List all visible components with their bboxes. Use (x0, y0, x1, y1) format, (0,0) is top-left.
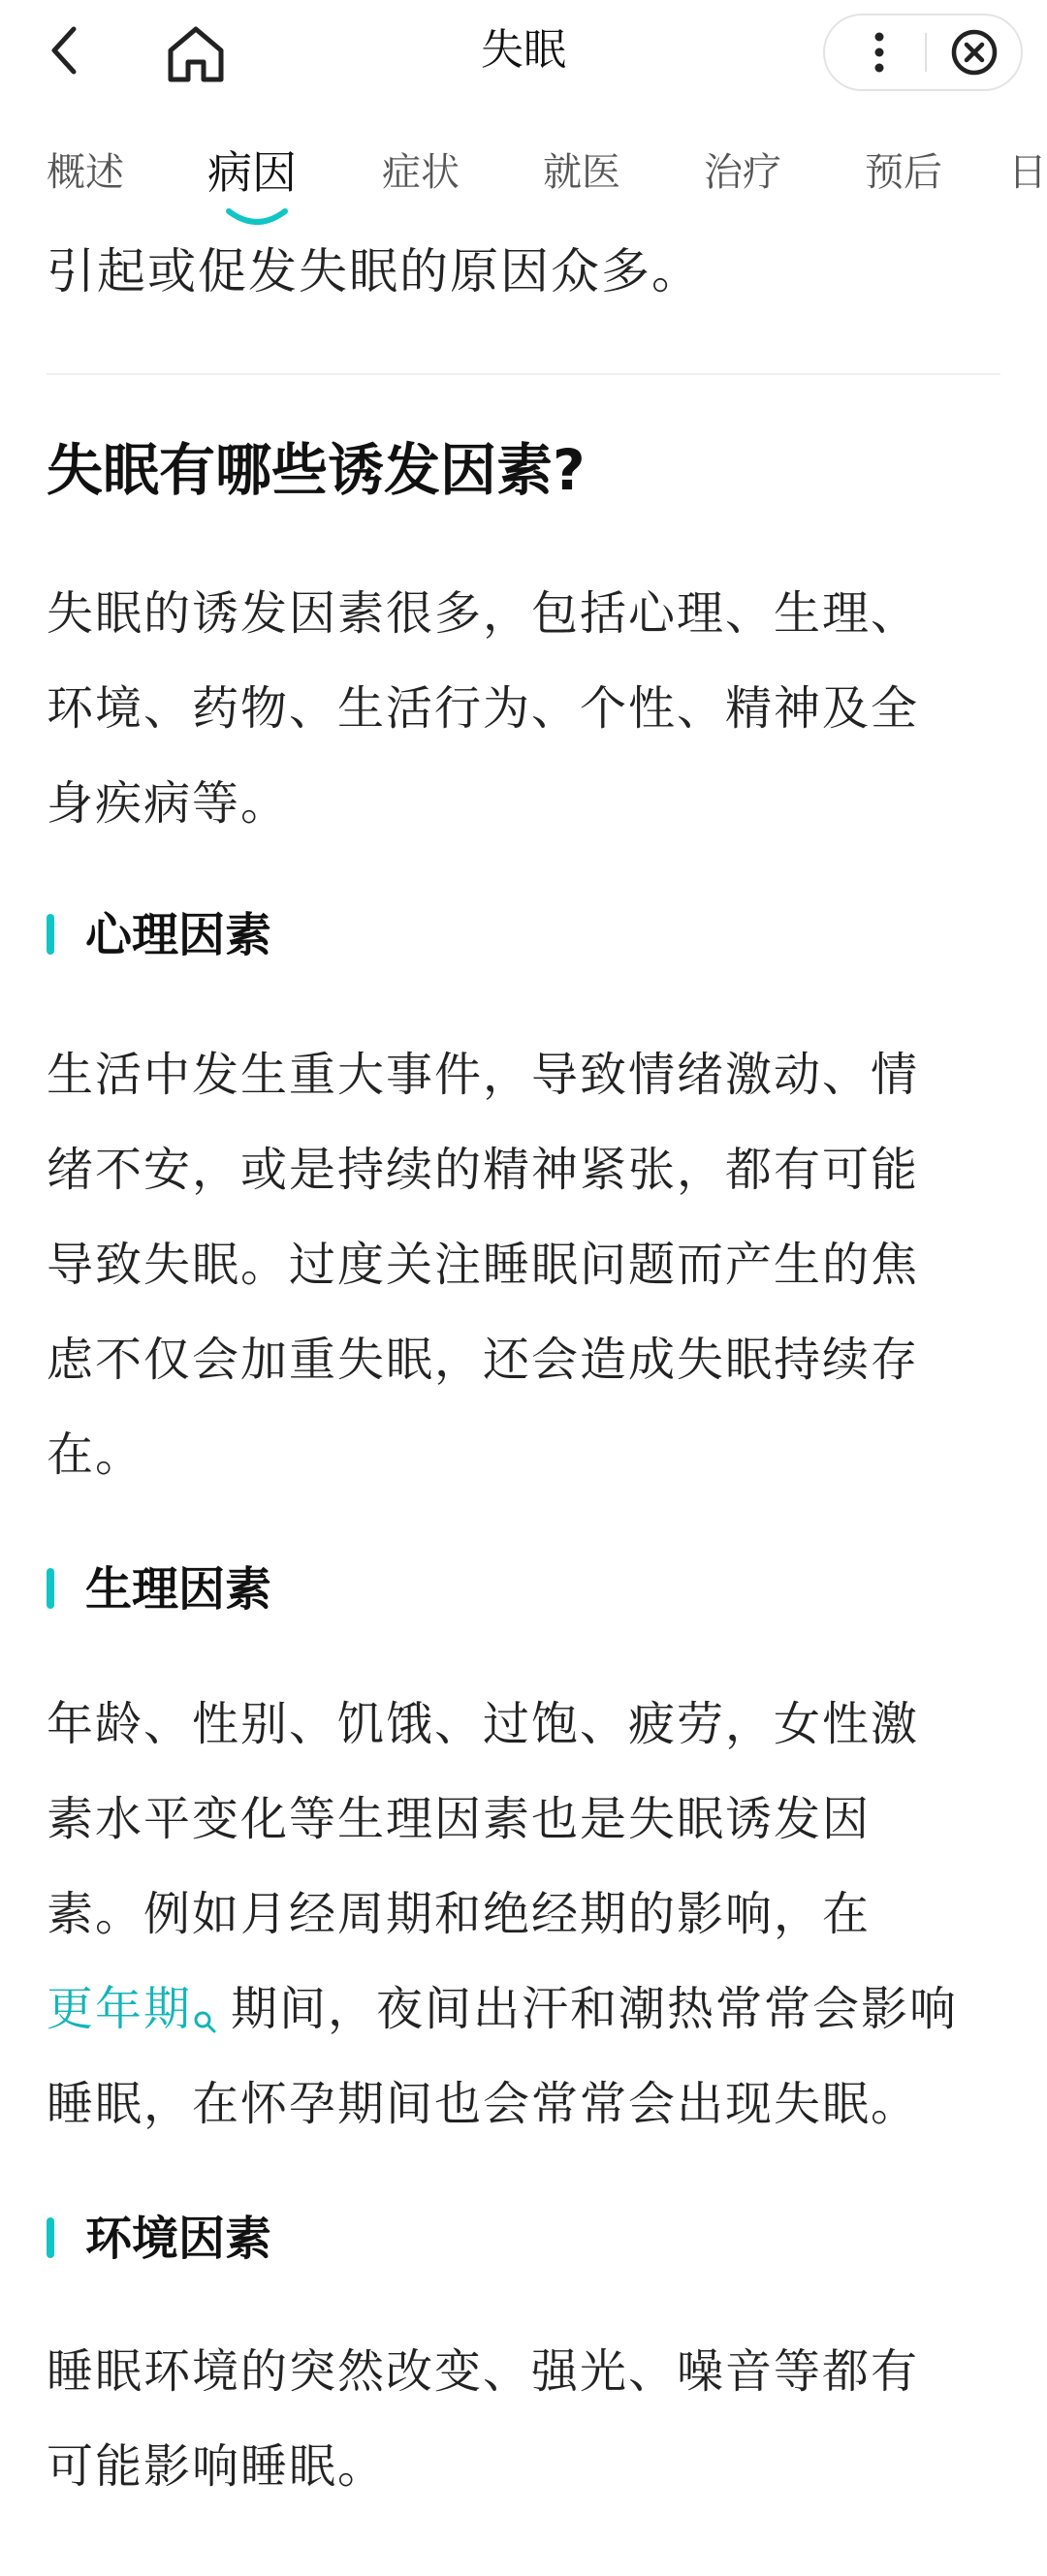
psych-paragraph (47, 1027, 1006, 1502)
intro-text: 引起或促发失眠的原因众多。 (47, 243, 702, 299)
tab-overview[interactable]: 概述 (47, 150, 124, 195)
category-tabs (0, 109, 1047, 244)
paragraph-line: 可能影响睡眠。 (47, 2439, 387, 2494)
paragraph-line: 在。 (47, 1428, 144, 1482)
tab-prognosis[interactable]: 预后 (865, 150, 942, 195)
physio-paragraph (47, 1677, 1006, 2152)
tab-consult[interactable]: 就医 (543, 150, 620, 195)
env-paragraph (47, 2324, 1006, 2514)
intro-paragraph (47, 566, 1006, 851)
search-icon[interactable] (192, 1971, 217, 1996)
paragraph-line (47, 1962, 1006, 2057)
paragraph-line: 导致失眠。过度关注睡眠问题而产生的焦 (47, 1238, 920, 1292)
active-tab-indicator (223, 204, 291, 231)
top-nav-bar (0, 0, 1047, 109)
paragraph-line: 素水平变化等生理因素也是失眠诱发因 (47, 1792, 872, 1846)
accent-bar (47, 1568, 54, 1609)
paragraph-line: 睡眠，在怀孕期间也会常常会出现失眠。 (47, 2077, 920, 2131)
tab-treatment[interactable]: 治疗 (704, 150, 781, 195)
section-heading: 失眠有哪些诱发因素? (47, 437, 586, 503)
paragraph-line: 失眠的诱发因素很多，包括心理、生理、 (47, 586, 920, 641)
tab-causes[interactable]: 病因 (207, 146, 297, 199)
tab-daily[interactable]: 日 (1008, 150, 1047, 195)
paragraph-line: 绪不安，或是持续的精神紧张，都有可能 (47, 1143, 920, 1197)
tab-symptoms[interactable]: 症状 (382, 150, 460, 195)
paragraph-line: 年龄、性别、饥饿、过饱、疲劳，女性激 (47, 1697, 920, 1751)
paragraph-text: 期间，夜间出汗和潮热常常会影响 (231, 1982, 959, 2036)
paragraph-line: 睡眠环境的突然改变、强光、噪音等都有 (47, 2344, 920, 2399)
subsection-title: 心理因素 (85, 908, 272, 962)
paragraph-line: 生活中发生重大事件，导致情绪激动、情 (47, 1048, 920, 1102)
menopause-link[interactable]: 更年期 (47, 1982, 193, 2036)
more-options-icon[interactable] (854, 27, 904, 78)
page-title: 失眠 (481, 25, 566, 75)
capsule-divider (925, 33, 927, 72)
accent-bar (47, 914, 54, 955)
subsection-title: 生理因素 (85, 1562, 272, 1617)
back-icon[interactable] (35, 19, 97, 81)
mini-program-capsule (823, 14, 1023, 91)
paragraph-line: 虑不仅会加重失眠，还会造成失眠持续存 (47, 1333, 920, 1387)
accent-bar (47, 2217, 54, 2258)
paragraph-line: 素。例如月经周期和绝经期的影响，在 (47, 1887, 872, 1941)
home-icon[interactable] (161, 19, 231, 89)
section-divider (47, 373, 1000, 375)
close-icon[interactable] (947, 25, 1001, 79)
subsection-title: 环境因素 (85, 2212, 272, 2266)
paragraph-line: 环境、药物、生活行为、个性、精神及全 (47, 681, 920, 736)
paragraph-line: 身疾病等。 (47, 776, 290, 831)
